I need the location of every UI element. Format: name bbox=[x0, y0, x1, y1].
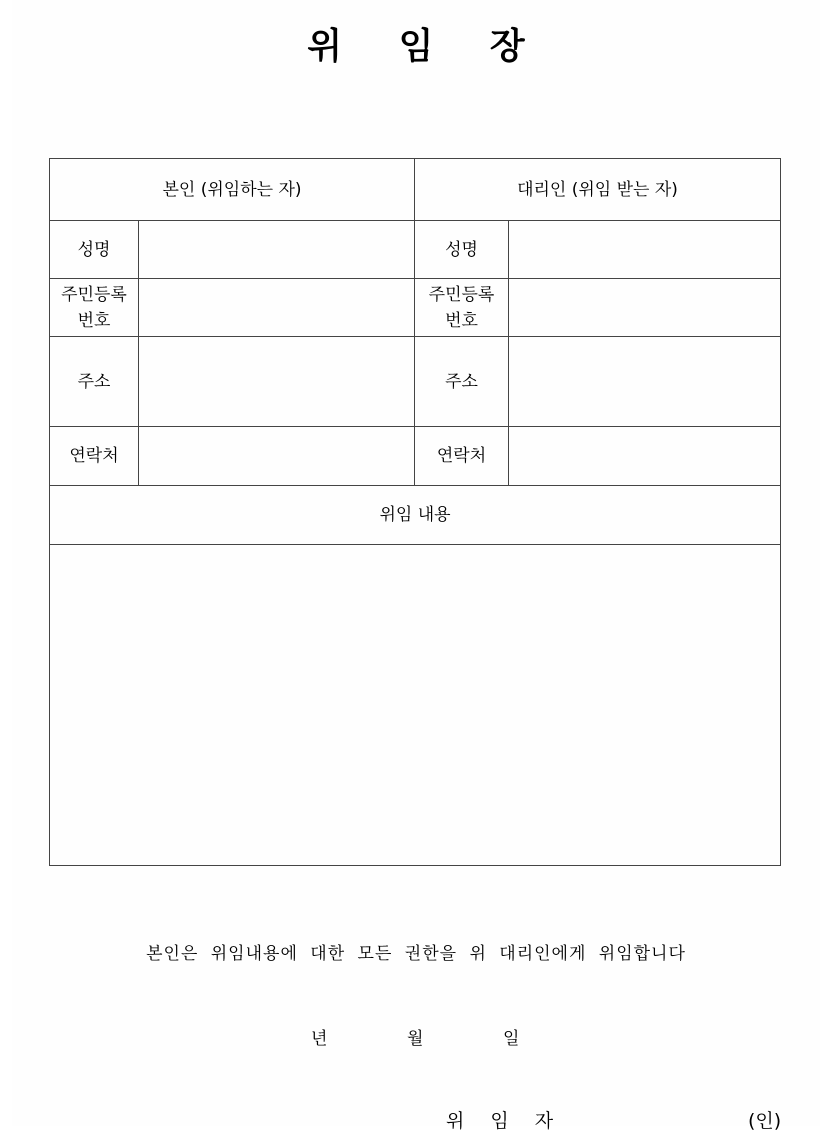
delegation-statement: 본인은 위임내용에 대한 모든 권한을 위 대리인에게 위임합니다 bbox=[146, 944, 686, 964]
document-title: 위 임 장 bbox=[307, 26, 547, 67]
delegation-form-table bbox=[49, 158, 781, 866]
agent-name-field[interactable] bbox=[509, 221, 781, 279]
delegation-content-header: 위임 내용 bbox=[50, 486, 781, 545]
principal-header: 본인 (위임하는 자) bbox=[50, 159, 415, 221]
delegation-content-field[interactable] bbox=[50, 545, 781, 866]
principal-id-number-field[interactable] bbox=[139, 279, 415, 337]
principal-address-field[interactable] bbox=[139, 337, 415, 427]
principal-name-label: 성명 bbox=[50, 221, 139, 279]
date-year-label: 년 bbox=[311, 1029, 328, 1049]
agent-contact-field[interactable] bbox=[509, 427, 781, 486]
signer-label: 위 임 자 bbox=[446, 1110, 564, 1132]
agent-address-field[interactable] bbox=[509, 337, 781, 427]
date-month-label: 월 bbox=[407, 1029, 424, 1049]
seal-mark: (인) bbox=[748, 1110, 782, 1132]
principal-contact-label: 연락처 bbox=[50, 427, 139, 486]
principal-address-label: 주소 bbox=[50, 337, 139, 427]
principal-name-field[interactable] bbox=[139, 221, 415, 279]
agent-header: 대리인 (위임 받는 자) bbox=[415, 159, 781, 221]
agent-address-label: 주소 bbox=[415, 337, 509, 427]
agent-contact-label: 연락처 bbox=[415, 427, 509, 486]
principal-id-number-label: 주민등록 번호 bbox=[50, 279, 139, 337]
principal-contact-field[interactable] bbox=[139, 427, 415, 486]
agent-id-number-label: 주민등록 번호 bbox=[415, 279, 509, 337]
agent-name-label: 성명 bbox=[415, 221, 509, 279]
agent-id-number-field[interactable] bbox=[509, 279, 781, 337]
date-day-label: 일 bbox=[503, 1029, 520, 1049]
